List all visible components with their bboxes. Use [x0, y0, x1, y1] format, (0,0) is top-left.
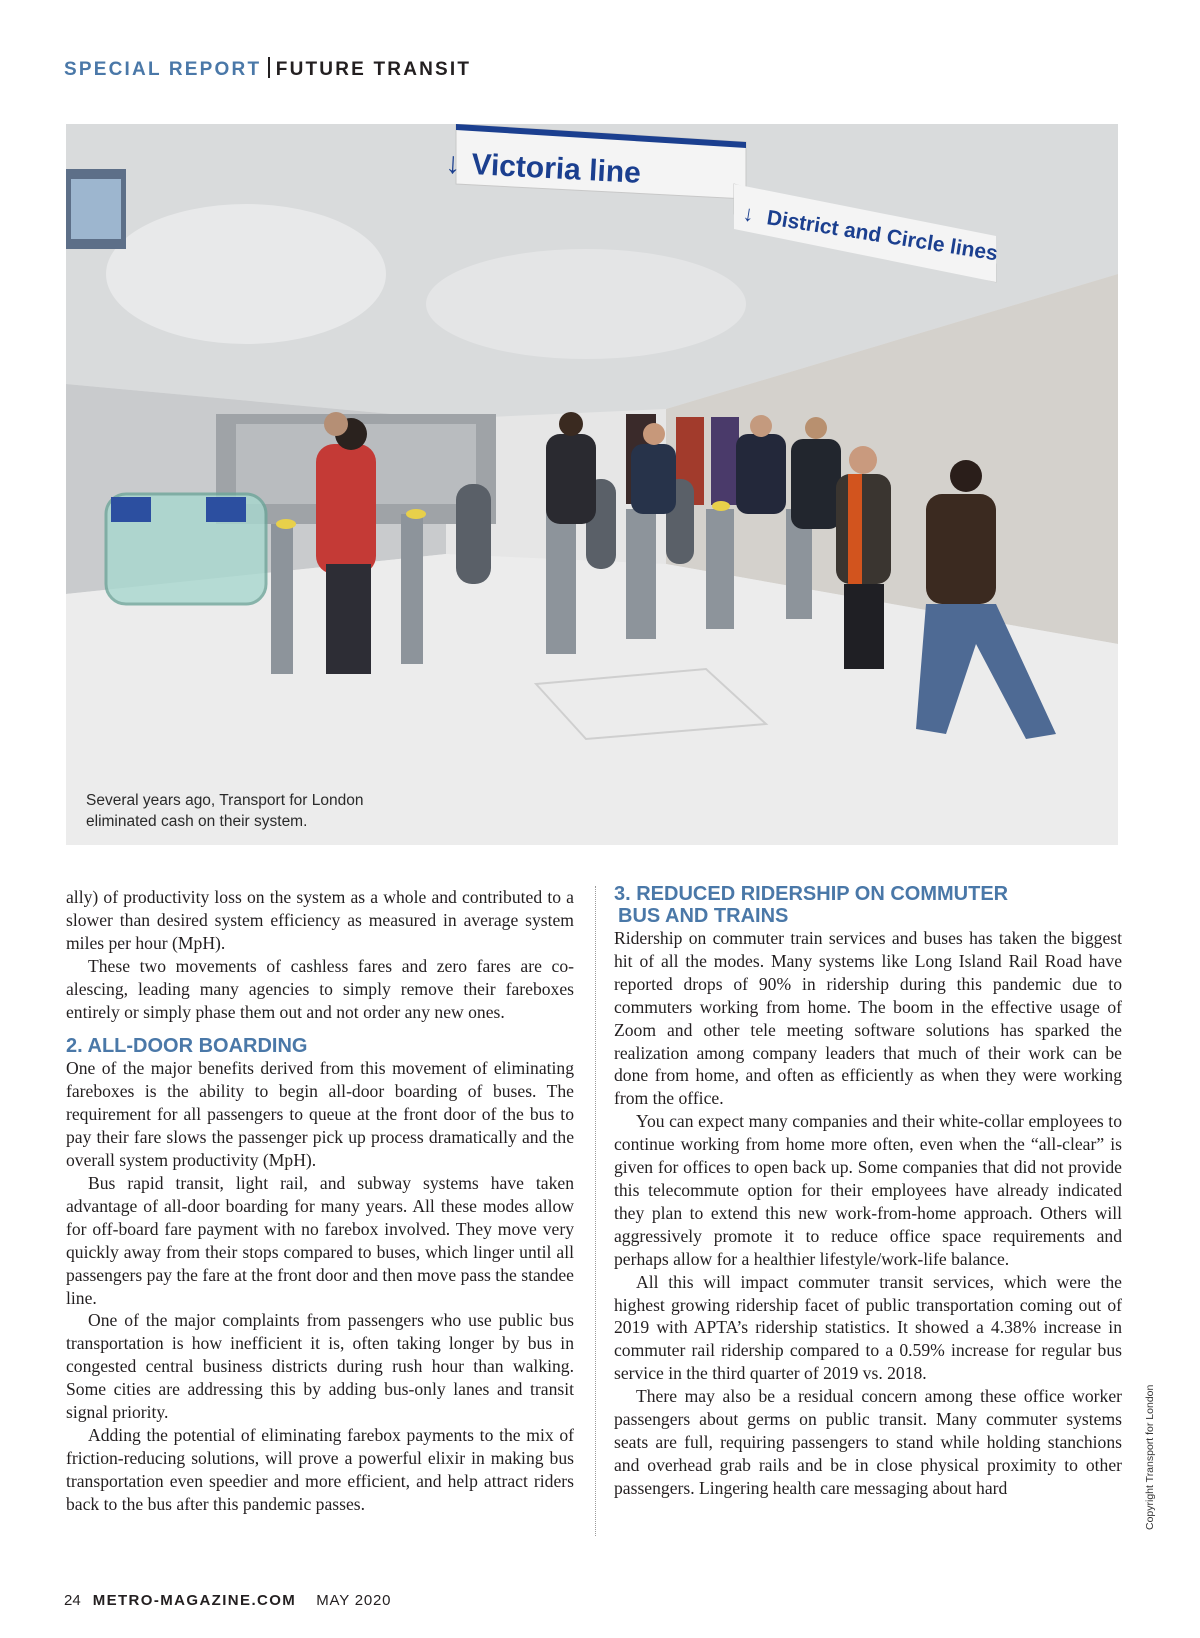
footer-site: METRO-MAGAZINE.COM	[92, 1592, 297, 1609]
left-paragraph-1: ally) of productivity loss on the system as a whole and contributed to a slower than desired system efficiency as measured in average system miles per hour (MpH).	[66, 887, 574, 953]
column-divider	[595, 886, 596, 1536]
right-column	[614, 883, 1122, 1500]
left-paragraph-6: Adding the potential of eliminating farebox payments to the mix of friction-reducing solutions, will prove a powerful elixir in making bus transportation even speedier and more efficient, and help attract riders back to the bus after this pandemic passes.	[66, 1424, 574, 1514]
left-paragraph-3: One of the major benefits derived from this movement of eliminating fareboxes is the ability to begin all-door boarding of buses. The requirement for all passengers to queue at the front door of the bus to pay their fare slows the passenger pick up process dramatically and the overall system productivity (MpH).	[66, 1058, 574, 1171]
left-paragraph-5: One of the major complaints from passengers who use public bus transportation is how inefficient it is, often taking longer by bus in congested central business districts during rush hour than walking. Some cities are addressing this by adding bus-only lanes and transit signal priority.	[66, 1310, 574, 1423]
heading-all-door-boarding: 2. ALL-DOOR BOARDING	[66, 1035, 308, 1058]
page-number: 24	[64, 1592, 81, 1609]
right-paragraph-4: There may also be a residual concern among these office worker passengers about germs on public transit. Many commuter systems seats are full, requiring passengers to stand while holding stanchions and overhead grab rails and be in close physical proximity to other passengers. Lingering health care messaging about hard	[614, 1386, 1122, 1498]
footer-date: MAY 2020	[316, 1592, 392, 1609]
heading-line-2: BUS AND TRAINS	[618, 905, 789, 927]
photo-caption-line-2: eliminated cash on their system.	[86, 813, 308, 830]
heading-reduced-ridership	[614, 883, 1122, 927]
header-topic: FUTURE TRANSIT	[275, 59, 472, 80]
left-paragraph-4: Bus rapid transit, light rail, and subway systems have taken advantage of all-door boarding for many years. All these modes allow for off-board fare payment with no farebox involved. They move very quickly away from their stops compared to buses, which linger until all passengers pay the fare at the front door and then move pass the standee line.	[66, 1172, 574, 1308]
header-divider	[268, 57, 270, 78]
running-header	[64, 57, 471, 81]
down-arrow-icon: ↓	[444, 146, 462, 181]
left-paragraph-2: These two movements of cashless fares and zero fares are co-alescing, leading many agencies to simply remove their fareboxes entirely or simply phase them out and not order any new ones.	[66, 955, 574, 1022]
station-photo	[66, 124, 1118, 845]
down-arrow-icon: ↓	[741, 200, 756, 227]
sign-district-text: District and Circle lines	[765, 206, 1000, 266]
sign-victoria-text: Victoria line	[470, 148, 642, 190]
photo-caption-line-1: Several years ago, Transport for London	[86, 792, 364, 809]
heading-line-1: 3. REDUCED RIDERSHIP ON COMMUTER	[614, 883, 1009, 905]
page-footer	[64, 1592, 391, 1609]
right-paragraph-1: Ridership on commuter train services and buses has taken the biggest hit of all the modes. Many systems like Long Island Rail Road have reported drops of 90% in ridership during this pandemic due to commuters working from home. The boom in the effective usage of Zoom and other tele meeting software solutions has sparked the realization among company leaders that much of their work can be done from home, and often as efficiently as when they were working from the office.	[614, 928, 1122, 1109]
right-paragraph-3: All this will impact commuter transit services, which were the highest growing ridership facet of public transportation coming out of 2019 with APTA’s ridership statistics. It showed a 4.38% increase in commuter rail ridership compared to a 0.59% increase for regular bus service in the third quarter of 2019 vs. 2018.	[614, 1271, 1122, 1384]
station-illustration	[66, 124, 1118, 845]
right-paragraph-2: You can expect many companies and their white-collar employees to continue working from home more often, even when the “all-clear” is given for offices to open back up. Some companies that did not provide this telecommute option for their employees have already indicated they plan to extend this new work-from-home approach. Others will aggressively promote it to reduce office space requirements and perhaps allow for a healthier lifestyle/work-life balance.	[614, 1111, 1122, 1269]
header-section: SPECIAL REPORT	[64, 59, 262, 80]
photo-copyright: Copyright Transport for London	[1144, 1384, 1156, 1530]
left-column	[66, 886, 574, 1516]
